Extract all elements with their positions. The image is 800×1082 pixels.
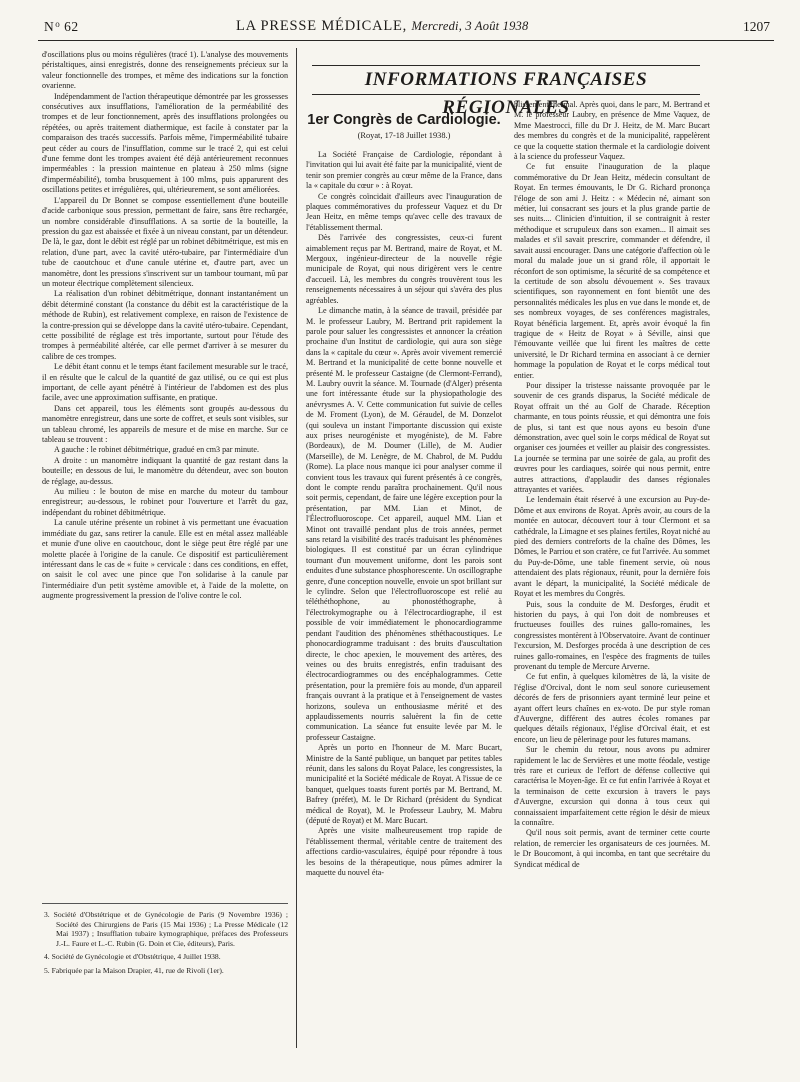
footnote: 3. Société d'Obstétrique et de Gynécologie de Paris (9 Novembre 1936) ; Société des Chirurgiens de Paris (15 Mai 1936) ; La Presse Médicale (12 Mai 1937) ; Insufflation tubaire kymographique, préfaces des Professeurs J.-L. Faure et L.-C. Rubin (G. Doin et Cie, éditeurs), Paris. <box>44 910 288 948</box>
article-title: 1er Congrès de Cardiologie. <box>307 112 501 128</box>
paragraph: La Société Française de Cardiologie, répondant à l'invitation qui lui avait été faite par la municipalité, vient de tenir son premier congrès au cœur même de la France, dans la « capitale du cœur » : à Royat. <box>306 150 502 191</box>
paragraph: Sur le chemin du retour, nous avons pu admirer rapidement le lac de Servières et une motte féodale, vestige très rare et curieux de l'effort de défense collective qui caractérisa le Moyen-âge. Et ce fut enfin l'arrivée à Royat et la terminaison de cette excursion à travers le pays d'Auvergne, excursion qui donna à tous ceux qui connaissaient imparfaitement cette région le désir de mieux la connaître. <box>514 745 710 828</box>
paragraph: Pour dissiper la tristesse naissante provoquée par le souvenir de ces grands disparus, la Société médicale de Royat offrait un thé au Golf de Charade. Réception charmante, en tous points réussie, et qui démontra une fois de plus, si tant est que nous ayons eu besoin d'une démonstration, avec quel soin le corps médical de Royat sut organiser ces journées et veiller au plaisir des congressistes. La journée se termina par une soirée de gala, au profit des œuvres pour les cardiaques, soirée qui nous permit, entre autres attractions, d'applaudir des danses régionales attrayantes et variées. <box>514 380 710 495</box>
paragraph: L'appareil du Dr Bonnet se compose essentiellement d'une bouteille d'acide carbonique sous pression, permettant de faire, sans être rechargée, un nombre considérable d'insufflations. A sa sortie de la bouteille, la pression du gaz est abaissée et fixée à un niveau constant, par un détendeur. De là, le gaz, dont le débit est réglé par un robinet débitmétrique, est mis en relation, d'une part, avec la cavité utéro-tubaire, par l'intermédiaire d'un tube de caoutchouc et d'une canule utérine et, d'autre part, avec un manomètre, dont les pressions s'inscrivent sur un tambour tournant, mû par un moteur électrique complètement silencieux. <box>42 195 288 288</box>
issue-number-prefix: N <box>44 19 55 34</box>
section-title: INFORMATIONS FRANÇAISES RÉGIONALES <box>312 65 700 95</box>
middle-column <box>306 150 502 878</box>
header-rule <box>38 40 774 41</box>
paragraph: Le débit étant connu et le temps étant facilement mesurable sur le tracé, il en résulte que le calcul de la quantité de gaz utilisé, ou ce qui est plus important, de celle ayant pénétré à l'intérieur de l'abdomen est des plus facile, avec une approximation suffisante, en pratique. <box>42 362 288 403</box>
journal-title: LA PRESSE MÉDICALE, <box>236 18 408 34</box>
paragraph: Le dimanche matin, à la séance de travail, présidée par M. le professeur Laubry, M. Bertrand prit rapidement la parole pour saluer les congressistes et annoncer la création prochaine d'un Institut de cardiologie, qui aura son siège dans la « capitale du cœur ». Après avoir vivement remercié M. Bertrand et la municipalité de cette bonne nouvelle et présenté M. le professeur Castaigne (de Clermont-Ferrand), M. Laubry ouvrit la séance. M. Tournade (d'Alger) présenta une fort intéressante étude sur la physiopathologie des anévrysmes A. V. Cette communication fut suivie de celles de M. Froment (Lyon), de M. Géraudel, de M. Donzelot (qui souleva un instant l'importante discussion qui existe aux prises neurogéniste et myogéniste), de M. Fabre (Bordeaux), de M. Doumer (Lille), de M. Audier (Marseille), de M. Lenègre, de M. Chabrol, de M. Puddu (Rome). La place nous manque ici pour analyser comme il convient tous les travaux qui furent présentés à ce congrès, dont le compte rendu paraîtra prochainement. Qu'il nous soit permis, cependant, de faire une légère exception pour la présentation, par MM. Lian et Minot, de l'Électrofluoroscope. Cet appareil, auquel MM. Lian et Minot ont travaillé pendant plus de trois années, permet sans retard la visibilité des tracés traduisant les phénomènes biologiques. Il est constitué par un écran cylindrique tournant d'un mouvement uniforme, dont les parois sont enduites d'une substance phosphorescente. Un oscillographe genre, d'une conception nouvelle, envoie un spot brillant sur le cylindre. Selon que l'électrofluoroscope est relié au téléthéthophone, au phonostéthographe, à l'électrokymographe ou à l'électrocardiographe, il est possible de voir immédiatement le phonocardiogramme pendant l'audition des phénomènes sthéthacoustiques. Le phonocardiogramme traduisant : des bruits d'auscultation directe, le choc apexien, le mouvement des artères, des veines ou des bruits enregistrés, enfin traduisant des électrocardiogrammes ou des encéphalogrammes. Cette présentation, pour la première fois au monde, d'un appareil français ouvrant à la pratique et à l'enseignement de vastes horizons, souleva un enthousiasme mérité et des applaudissements nourris saluèrent la fin de cette communication. La séance fut ensuite levée par M. le professeur Castaigne. <box>306 306 502 742</box>
paragraph: Dès l'arrivée des congressistes, ceux-ci furent aimablement reçus par M. Bertrand, maire de Royat, et M. Mergoux, ingénieur-directeur de la nouvelle régie municipale de Royat, qui nous dirigèrent vers le centre d'accueil. Là, les membres du congrès trouvèrent tous les renseignements nécessaires à un séjour qui s'avéra des plus agréables. <box>306 233 502 305</box>
paragraph: Ce congrès coïncidait d'ailleurs avec l'inauguration de plaques commémoratives du professeur Vaquez et du Dr Jean Heitz, en même temps qu'avec celle des travaux de l'établissement thermal. <box>306 191 502 232</box>
paragraph: Puis, sous la conduite de M. Desforges, érudit et historien du pays, à qui l'on doit de nombreuses et fructueuses fouilles des ruines gallo-romaines, les congressistes montèrent à l'Observatoire. Avant de continuer l'excursion, M. Desforges procéda à une description de ces ruines gallo-romaines, en l'espèce des fragments de tuiles provenant du temple de Mercure Arverne. <box>514 599 710 671</box>
left-column <box>42 50 288 602</box>
paragraph: Après un porto en l'honneur de M. Marc Bucart, Ministre de la Santé publique, un banquet par petites tables réunit, dans les salons du Royat Palace, les congressistes, la municipalité et la Société médicale de Royat. A l'issue de ce banquet, quelques toasts furent portés par M. Bertrand, M. Bafrey (préfet), M. le Dr Richard (président du Syndicat médical de Royat), M. le Professeur Laubry, M. Mabru (député de Royat) et M. Marc Bucart. <box>306 743 502 825</box>
page-header <box>38 16 774 36</box>
paragraph: Ce fut ensuite l'inauguration de la plaque commémorative du Dr Jean Heitz, médecin consultant de Royat. En termes émouvants, le Dr G. Richard prononça l'éloge de son ami J. Heitz : « Médecin né, aimant son métier, lui consacrant ses jours et la plus grande partie de ses nuits.... Clinicien d'intuition, il se contraignit à rester méthodique et scrupuleux dans son examen... Il aimait ses malades et s'il savait prescrire, commander et défendre, il savait aussi encourager. Dans une catégorie d'affection où le moral du malade joue un si grand rôle, il apportait le réconfort de son optimisme, la sécurité de sa compétence et la certitude de son absolu dévouement ». Ses travaux scientifiques, son rayonnement en font bientôt une des personnalités médicales les plus en vue dans le monde et, de ses nombreux voyages, de ses conférences magistrales, Royat bénéficia largement. Et, après avoir évoqué la fin tragique de « Heitz de Royat » à Séville, ainsi que l'émouvante veillée que lui firent les maîtres de cette université, le Dr Richard termina en associant à ce dernier hommage la population de Royat et le corps médical tout entier. <box>514 162 710 380</box>
issue-number-suffix: o <box>55 19 61 29</box>
paragraph: Le lendemain était réservé à une excursion au Puy-de-Dôme et aux environs de Royat. Après avoir, au cours de la montée en autocar, découvert tour à tour Clermont et sa cathédrale, la Limagne et ses plaines fertiles, Royat niché au pied des derniers contreforts de la chaîne des Dômes, les Dômes, le Parriou et son cratère, ce fut l'arrivée. Au sommet du Puy-de-Dôme, une table finement servie, où nous attendaient des plats régionaux, réunit, pour la dernière fois avant le départ, la municipalité, la Société médicale de Royat et les membres du Congrès. <box>514 495 710 599</box>
article-subtitle: (Royat, 17-18 Juillet 1938.) <box>357 131 451 140</box>
paragraph: Après une visite malheureusement trop rapide de l'établissement thermal, véritable centre de traitement des affections cardio-vasculaires, équipé pour répondre à tous les besoins de la thérapeutique, nous pûmes admirer la maquette du nouvel éta- <box>306 826 502 878</box>
footnote: 4. Société de Gynécologie et d'Obstétrique, 4 Juillet 1938. <box>44 952 221 962</box>
paragraph: blissement thermal. Après quoi, dans le parc, M. Bertrand et M. le professeur Laubry, en présence de Mme Vaquez, de Mme Maestrocci, fille du Dr J. Heitz, de M. Marc Bucart des membres du congrès et de la municipalité, rappelèrent ce que la coquette station thermale et la cardiologie doivent à la science du professeur Vaquez. <box>514 100 710 162</box>
footnotes <box>42 903 288 980</box>
issue-number-value: 62 <box>64 19 79 34</box>
right-column <box>514 100 710 870</box>
paragraph: Qu'il nous soit permis, avant de terminer cette courte relation, de remercier les organisateurs de ces journées. M. le Dr Boucomont, à qui incomba, en tant que secrétaire du Syndicat médical de <box>514 828 710 869</box>
paragraph: d'oscillations plus ou moins régulières (tracé 1). L'analyse des mouvements péristaltiques, ainsi enregistrés, donne des renseignements précieux sur la valeur fonctionnelle des trompes, et même des indications sur la fonction ovarienne. <box>42 50 288 91</box>
column-divider <box>296 48 297 1048</box>
journal-title-line <box>236 18 528 35</box>
footnote: 5. Fabriquée par la Maison Drapier, 41, rue de Rivoli (1er). <box>44 965 224 975</box>
issue-date: Mercredi, 3 Août 1938 <box>411 19 529 33</box>
paragraph: Indépendamment de l'action thérapeutique démontrée par les grossesses consécutives aux insufflations, l'amélioration de la perméabilité des trompes et de leur fonctionnement, après des insufflations prolongées ou répétées, ou après traitement diathermique, est facile à constater par la comparaison des tracés successifs. Parfois même, l'imperméabilité tubaire peut céder au cours de l'insufflation, comme sur le tracé 2, qui est celui d'une femme dont les trompes avaient été déjà antérieurement reconnues imperméables : la pression maintenue en plateau à 250 mlms (signe d'imperméabilité), tomba brusquement à 100 mlms, puis apparurent des oscillations petites et irrégulières, qui, ultérieurement, se sont améliorées. <box>42 91 288 195</box>
paragraph: La canule utérine présente un robinet à vis permettant une évacuation immédiate du gaz, sans retirer la canule. Elle est en métal assez malléable et munie d'une olive en caoutchouc, dont le siège peut être réglé par une molette placée à l'origine de la canule. Ce dispositif est particulièrement intéressant dans le cas de « fuite » cervicale : dans ces conditions, en effet, on saisit le col avec une pince que l'on solidarise à la canule par l'intermédiaire d'un petit système amovible et, à l'aide de la molette, on augmente progressivement la pression de l'olive contre le col. <box>42 518 288 601</box>
paragraph: Ce fut enfin, à quelques kilomètres de là, la visite de l'église d'Orcival, dont le nom seul sonore curieusement décorés de fers de prisonniers ayant terminé leur peine et ayant offert leurs chaînes en ex-voto. De pur style roman d'Auvergne, différent des autres écoles romanes par quelques détails régionaux, l'église d'Orcival était, et est encore, un lieu de pèlerinage pour les futures mamans. <box>514 672 710 744</box>
page-number: 1207 <box>743 19 770 34</box>
paragraph: Dans cet appareil, tous les éléments sont groupés au-dessous du manomètre enregistreur, dans une sorte de coffret, et seuls sont visibles, sur un tableau chromé, les appareils de mesure et de mise en marche. Sur ce tableau se trouvent : <box>42 403 288 445</box>
paragraph: A droite : un manomètre indiquant la quantité de gaz restant dans la bouteille; en dessous de lui, le manomètre du détendeur, avec son bouton de réglage, au-dessus. <box>42 455 288 486</box>
paragraph: A gauche : le robinet débitmétrique, gradué en cm3 par minute. <box>54 445 259 455</box>
paragraph: Au milieu : le bouton de mise en marche du moteur du tambour enregistreur; au-dessous, le robinet pour l'ouverture et l'arrêt du gaz, indépendant du robinet débitmétrique. <box>42 487 288 517</box>
paragraph: La réalisation d'un robinet débitmétrique, donnant instantanément un débit déterminé constant (la constance du débit est la caractéristique de la méthode de Rubin), est relativement complexe, en raison de l'existence de la contre-pression qui se développe dans la cavité utéro-tubaire. Cependant, cette possibilité de réglage est très importante, surtout pour l'étude des trompes à perméabilité altérée, car elle permet d'arriver à se mesurer du calibre de ces trompes. <box>42 289 288 361</box>
issue-number <box>44 19 79 35</box>
